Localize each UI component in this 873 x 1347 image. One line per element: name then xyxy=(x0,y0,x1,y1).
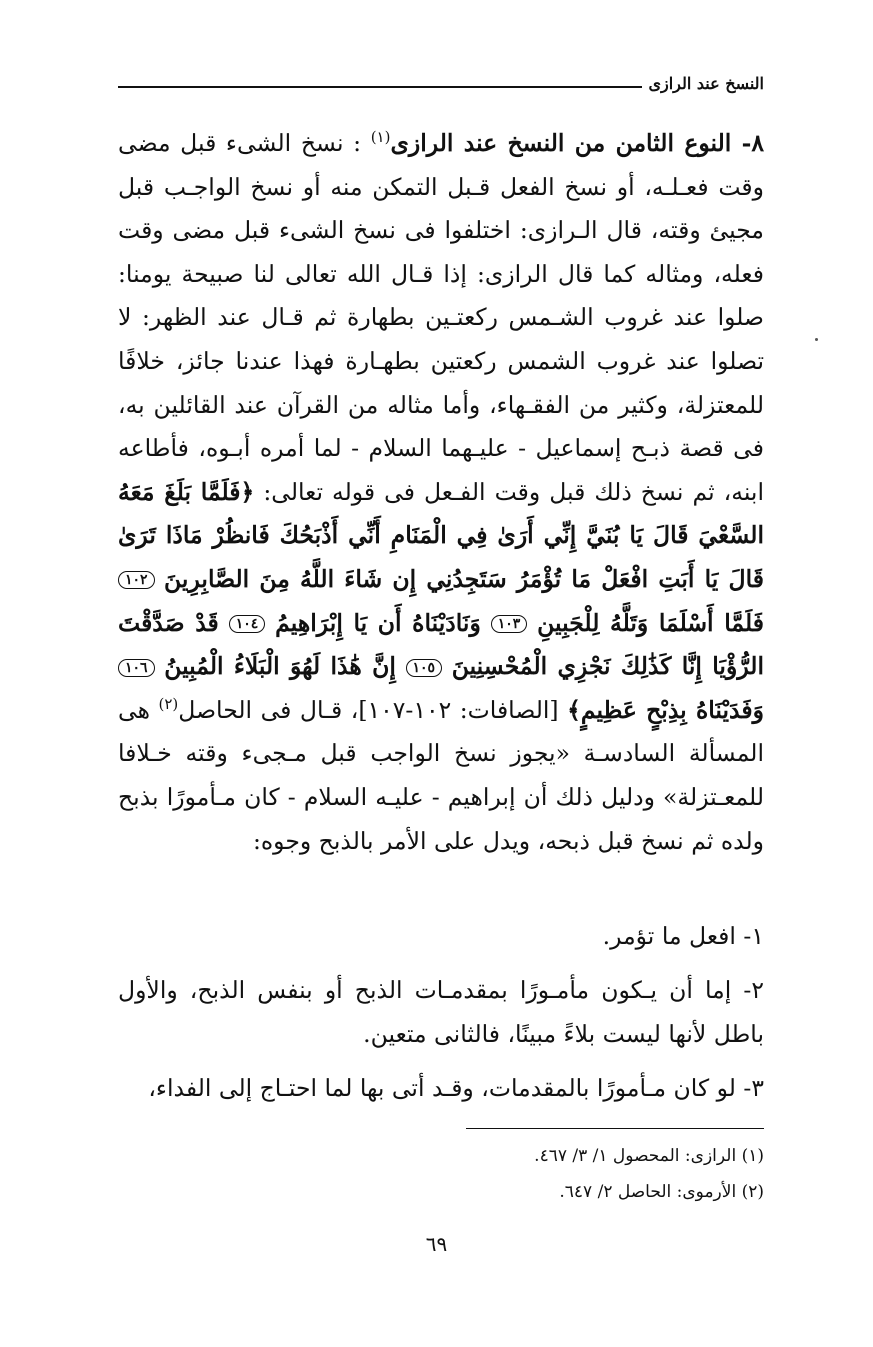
stray-mark xyxy=(815,338,818,341)
page-number: ٦٩ xyxy=(425,1232,448,1256)
quran-text-1: فَلَمَّا بَلَغَ مَعَهُ السَّعْيَ قَالَ يَا بُنَيَّ إِنِّي أَرَىٰ فِي الْمَنَامِ أَنِّي أَذْبَحُكَ فَانظُرْ مَاذَا تَرَىٰ قَالَ يَا أَبَتِ افْعَلْ مَا تُؤْمَرُ سَتَجِدُنِي إِن شَاءَ اللَّهُ مِنَ الصَّابِرِينَ xyxy=(118,477,764,593)
list-item xyxy=(118,968,764,1056)
evidence-list xyxy=(118,914,764,1110)
list-item-number: ١- xyxy=(743,922,764,950)
footnotes xyxy=(300,1138,764,1210)
quran-text-6: وَفَدَيْنَاهُ بِذِبْحٍ عَظِيمٍ xyxy=(580,695,764,724)
footnote-divider xyxy=(466,1128,764,1129)
quran-text-4: قَدْ صَدَّقْتَ الرُّؤْيَا إِنَّا كَذَٰلِكَ نَجْزِي الْمُحْسِنِينَ xyxy=(118,608,764,681)
paragraph-text-end: هى المسألة السادسـة «يجوز نسخ الواجب قبل مـجىء وقته خـلافا للمعـتزلة» ودليل ذلك أن إبراهيم - عليـه السلام - كان مـأمورًا بذبح ولده ثم نسخ قبل ذبحه، ويدل على الأمر بالذبح وجوه: xyxy=(118,695,764,855)
quran-text-5: إِنَّ هَٰذَا لَهُوَ الْبَلَاءُ الْمُبِينُ xyxy=(164,652,396,681)
surah-reference: [الصافات: ١٠٢-١٠٧]، قـال فى الحاصل xyxy=(178,695,559,724)
list-item xyxy=(118,1066,764,1110)
footnote-1: (١) الرازى: المحصول ١/ ٣/ ٤٦٧. xyxy=(534,1146,764,1166)
ayah-number-103: ١٠٣ xyxy=(491,615,528,633)
list-item-text: افعل ما تؤمر. xyxy=(602,922,736,950)
quran-text-2: فَلَمَّا أَسْلَمَا وَتَلَّهُ لِلْجَبِينِ xyxy=(537,608,764,637)
footnote-marker-1: (١) xyxy=(370,128,391,147)
list-item-number: ٢- xyxy=(743,976,764,1004)
list-item-text: لو كان مـأمورًا بالمقدمات، وقـد أتى بها لما احتـاج إلى الفداء، xyxy=(148,1074,736,1102)
list-item-text: إما أن يـكون مأمـورًا بمقدمـات الذبح أو بنفس الذبح، والأول باطل لأنها ليست بلاءً مبينًا، فالثانى متعين. xyxy=(118,976,764,1048)
main-paragraph xyxy=(118,122,764,863)
list-item-number: ٣- xyxy=(743,1074,764,1102)
ayah-number-106: ١٠٦ xyxy=(118,659,155,677)
list-item xyxy=(118,914,764,958)
running-header xyxy=(118,74,764,93)
ayah-number-105: ١٠٥ xyxy=(406,659,443,677)
paragraph-text: : نسخ الشىء قبل مضى وقت فعـلـه، أو نسخ الفعل قـبل التمكن منه أو نسخ الواجـب قبل مجيئ وقته، قال الـرازى: اختلفوا فى نسخ الشىء قبل مضى وقت فعله، ومثاله كما قال الرازى: إذا قـال الله تعالى لنا صبيحة يومنا: صلوا عند غروب الشـمس ركعتـين بطهارة ثم قـال عند الظهر: لا تصلوا عند غروب الشمس ركعتين بطهـارة فهذا عندنا جائز، خلافًا للمعتزلة، وكثير من الفقـهاء، وأما مثاله من القرآن عند القائلين به، فى قصة ذبـح إسماعيل - عليـهما السلام - لما أمره أبـوه، فأطاعه ابنه، ثم نسخ ذلك قبل وقت الفـعل فى قوله تعالى: xyxy=(118,129,764,506)
quran-text-3: وَنَادَيْنَاهُ أَن يَا إِبْرَاهِيمُ xyxy=(275,608,481,637)
footnote-marker-2: (٢) xyxy=(158,694,179,713)
footnote-2: (٢) الأرموى: الحاصل ٢/ ٦٤٧. xyxy=(559,1182,764,1202)
section-lead: ٨- النوع الثامن من النسخ عند الرازى xyxy=(390,129,764,157)
running-header-title: النسخ عند الرازى xyxy=(648,74,764,93)
ayah-number-104: ١٠٤ xyxy=(229,615,266,633)
quran-bracket-open: ﴿ xyxy=(240,477,255,506)
quran-bracket-close: ﴾ xyxy=(567,695,581,724)
ayah-number-102: ١٠٢ xyxy=(118,571,155,589)
header-rule xyxy=(118,86,642,88)
